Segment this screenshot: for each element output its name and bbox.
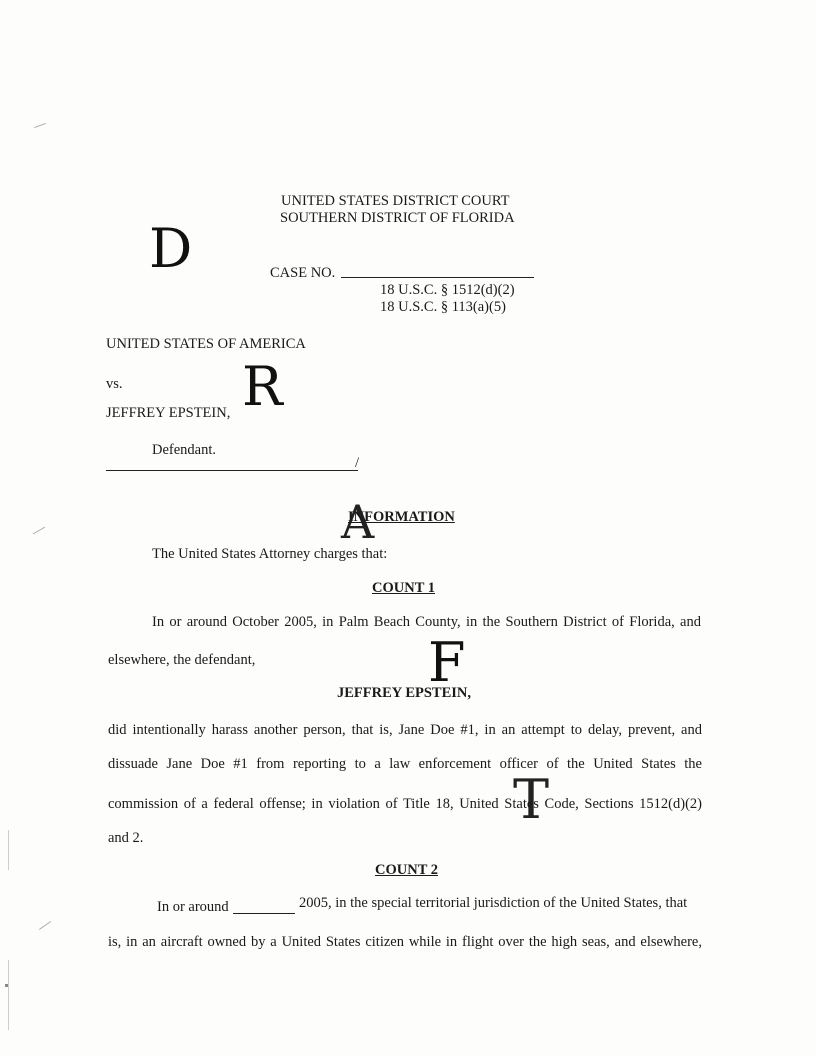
count-1-line-2: elsewhere, the defendant, [108, 652, 256, 668]
stamp-letter-r: R [242, 355, 283, 418]
statute-1: 18 U.S.C. § 1512(d)(2) [380, 282, 515, 298]
scan-mark [34, 123, 46, 128]
scan-mark [8, 830, 9, 870]
intro-text: The United States Attorney charges that: [152, 546, 388, 562]
count-2-line-1-start: In or around [157, 899, 229, 915]
count-1-line-3: did intentionally harass another person, that is, Jane Doe #1, in an attempt to delay, prevent, and [108, 722, 702, 738]
count-2-line-1-end: 2005, in the special territorial jurisdiction of the United States, that [299, 895, 688, 911]
count-1-heading: COUNT 1 [372, 580, 435, 596]
statute-2: 18 U.S.C. § 113(a)(5) [380, 299, 506, 315]
count-1-defendant: JEFFREY EPSTEIN, [337, 685, 472, 701]
signature-slash: / [355, 455, 360, 471]
month-blank [233, 913, 295, 914]
case-number-label: CASE NO. [270, 265, 336, 281]
plaintiff-name: UNITED STATES OF AMERICA [106, 336, 306, 352]
stamp-letter-f: F [428, 631, 466, 694]
count-2-heading: COUNT 2 [375, 862, 438, 878]
stamp-letter-a: A [341, 495, 375, 549]
scan-mark [33, 527, 46, 535]
stamp-letter-t: T [513, 768, 550, 831]
court-district: SOUTHERN DISTRICT OF FLORIDA [280, 210, 515, 226]
scan-mark [8, 960, 9, 1030]
defendant-name: JEFFREY EPSTEIN, [106, 405, 231, 421]
court-name: UNITED STATES DISTRICT COURT [281, 193, 510, 209]
signature-line [106, 470, 358, 471]
count-1-line-6: and 2. [108, 830, 144, 846]
scan-mark [5, 984, 8, 987]
scan-mark [39, 921, 51, 930]
count-2-line-2: is, in an aircraft owned by a United States citizen while in flight over the high seas, and elsewhere, [108, 934, 702, 950]
defendant-label: Defendant. [152, 442, 217, 458]
count-1-line-1: In or around October 2005, in Palm Beach County, in the Southern District of Florida, and [152, 614, 701, 630]
document-title: INFORMATION [348, 509, 455, 525]
count-1-line-4: dissuade Jane Doe #1 from reporting to a law enforcement officer of the United States the [108, 756, 702, 772]
versus-label: vs. [106, 376, 123, 392]
stamp-letter-d: D [149, 217, 193, 280]
count-1-line-5: commission of a federal offense; in violation of Title 18, United States Code, Sections 1512(d)(2) [108, 796, 702, 812]
case-number-blank [341, 277, 534, 278]
